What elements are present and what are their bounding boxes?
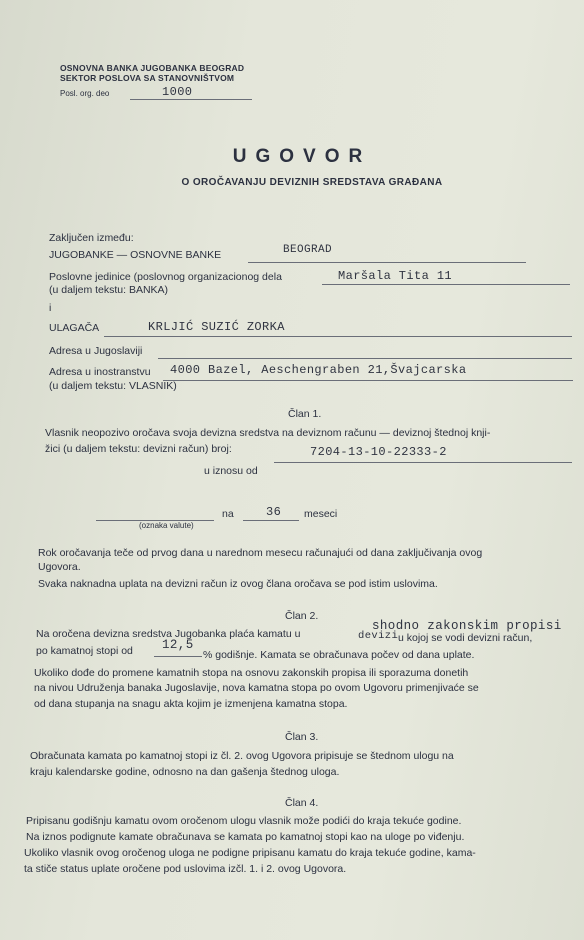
- concluded-label: Zaključen između:: [49, 232, 134, 244]
- clan4-heading: Član 4.: [285, 797, 319, 809]
- clan4-l1: Pripisanu godišnju kamatu ovom oročenom ulogu vlasnik može podići do kraja tekuće godine.: [26, 815, 462, 827]
- bank-party-label: JUGOBANKE — OSNOVNE BANKE: [49, 249, 222, 261]
- investor-value: KRLJIĆ SUZIĆ ZORKA: [148, 320, 285, 334]
- unit-line: [322, 284, 570, 285]
- address-abroad-value: 4000 Bazel, Aeschengraben 21,Švajcarska: [170, 363, 467, 377]
- clan3-l2: kraju kalendarske godine, odnosno na dan gašenja štednog uloga.: [30, 766, 340, 778]
- months-value: 36: [266, 505, 282, 519]
- address-yu-line: [158, 358, 572, 359]
- org-unit-value: 1000: [162, 85, 193, 99]
- document-title: UGOVOR: [232, 146, 372, 167]
- document-subtitle: O OROČAVANJU DEVIZNIH SREDSTAVA GRAĐANA: [181, 177, 443, 188]
- clan4-l4: ta stiče status uplate oročene pod uslovima izčl. 1. i 2. ovog Ugovora.: [24, 863, 347, 875]
- clan2-l1-typed: devizi: [358, 630, 399, 642]
- clan3-l1: Obračunata kamata po kamatnoj stopi iz čl. 2. ovog Ugovora pripisuje se štednom ulogu na: [30, 750, 454, 762]
- clan4-l3: Ukoliko vlasnik ovog oročenog uloga ne podigne pripisanu kamatu do kraja tekuće godine, kama-: [24, 847, 476, 859]
- bank-party-line: [248, 262, 526, 263]
- bank-name-line2: SEKTOR POSLOVA SA STANOVNIŠTVOM: [60, 73, 235, 83]
- rate-line: [154, 656, 202, 657]
- clan2-l2a: po kamatnoj stopi od: [36, 645, 133, 657]
- investor-label: ULAGAČA: [49, 322, 100, 334]
- address-abroad-label: Adresa u inostranstvu: [49, 366, 151, 378]
- clan1-p3: Svaka naknadna uplata na devizni račun iz ovog člana oročava se pod istim uslovima.: [38, 578, 438, 590]
- unit-label: Poslovne jedinice (poslovnog organizacionog dela: [49, 271, 282, 283]
- bank-party-value: BEOGRAD: [283, 244, 333, 256]
- clan2-p2-l1: Ukoliko dođe do promene kamatnih stopa na osnovu zakonskih propisa ili sporazuma donetih: [34, 667, 469, 679]
- account-number: 7204-13-10-22333-2: [310, 445, 447, 459]
- clan1-heading: Član 1.: [288, 408, 322, 420]
- account-line: [274, 462, 572, 463]
- clan2-heading: Član 2.: [285, 610, 319, 622]
- months-label: meseci: [304, 508, 338, 520]
- bank-name-line1: OSNOVNA BANKA JUGOBANKA BEOGRAD: [60, 63, 245, 73]
- clan2-p2-l3: od dana stupanja na snagu akta kojim je izmenjena kamatna stopa.: [34, 698, 348, 710]
- clan2-typed-note: shodno zakonskim propisi: [372, 619, 562, 633]
- clan1-line2: žici (u daljem tekstu: devizni račun) broj:: [45, 443, 232, 455]
- clan2-p2-l2: na nivou Udruženja banaka Jugoslavije, nova kamatna stopa po ovom Ugovoru primenjivaće se: [34, 682, 479, 694]
- amount-label: u iznosu od: [204, 465, 258, 477]
- address-yu-label: Adresa u Jugoslaviji: [49, 345, 143, 357]
- currency-caption: (oznaka valute): [139, 521, 194, 530]
- org-unit-label: Posl. org. deo: [60, 89, 110, 98]
- na-label: na: [222, 508, 234, 520]
- clan1-p2-line1: Rok oročavanja teče od prvog dana u narednom mesecu računajući od dana zaključivanja ovog: [38, 547, 483, 559]
- rate-value: 12,5: [162, 638, 194, 652]
- clan2-l1a: Na oročena devizna sredstva Jugobanka plaća kamatu u: [36, 628, 301, 640]
- clan3-heading: Član 3.: [285, 731, 319, 743]
- months-line: [243, 520, 299, 521]
- clan4-l2: Na iznos podignute kamate obračunava se kamata po kamatnoj stopi kao na uloge po viđenju.: [26, 831, 465, 843]
- clan2-l2b: % godišnje. Kamata se obračunava počev od dana uplate.: [203, 649, 475, 661]
- owner-alias: (u daljem tekstu: VLASNIK): [49, 380, 177, 392]
- and-label: i: [49, 302, 52, 314]
- clan1-line1: Vlasnik neopozivo oročava svoja devizna sredstva na deviznom računu — deviznoj štednoj knji-: [45, 427, 491, 439]
- org-unit-line: [130, 99, 252, 100]
- investor-line: [104, 336, 572, 337]
- clan2-l1b: u kojoj se vodi devizni račun,: [398, 632, 533, 644]
- unit-value: Maršala Tita 11: [338, 269, 453, 283]
- bank-alias: (u daljem tekstu: BANKA): [49, 284, 169, 296]
- address-abroad-line: [163, 380, 573, 381]
- clan1-p2-line2: Ugovora.: [38, 561, 81, 573]
